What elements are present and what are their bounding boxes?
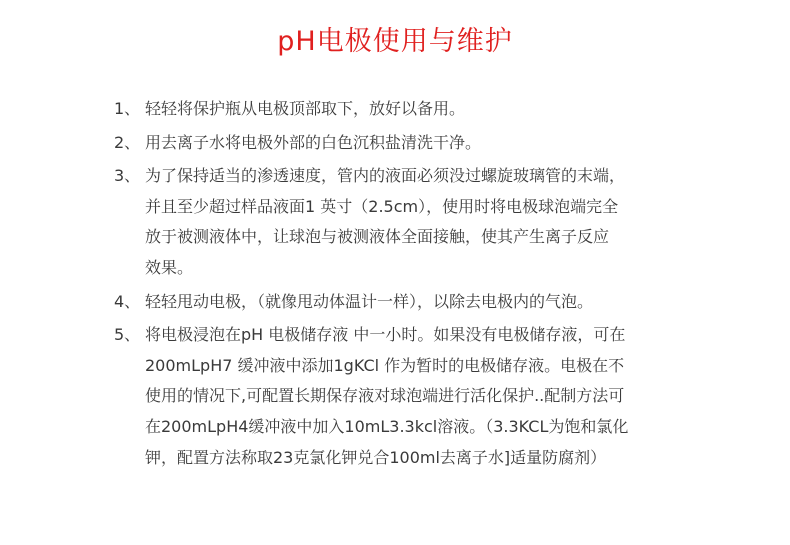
item-text: 轻轻甩动电极，（就像甩动体温计一样），以除去电极内的气泡。 — [145, 291, 594, 311]
item-number: 3、 — [114, 166, 141, 186]
item-text: 并且至少超过样品液面1 英寸（2.5cm），使用时将电极球泡端完全 — [145, 196, 619, 216]
list-item — [114, 320, 714, 473]
list-item — [114, 94, 714, 125]
item-text: 在200mLpH4缓冲液中加入10mL3.3kcl溶液。（3.3KCL为饱和氯化 — [145, 416, 629, 436]
list-item — [114, 128, 714, 159]
item-number: 2、 — [114, 132, 141, 152]
item-text: 为了保持适当的渗透速度，管内的液面必须没过螺旋玻璃管的末端， — [145, 166, 626, 186]
instruction-list — [114, 94, 714, 476]
item-text: 200mLpH7 缓冲液中添加1gKCl 作为暂时的电极储存液。电极在不 — [145, 355, 625, 375]
item-text: 轻轻将保护瓶从电极顶部取下，放好以备用。 — [145, 99, 466, 118]
list-item — [114, 287, 714, 318]
item-text: 用去离子水将电极外部的白色沉积盐清洗干净。 — [145, 132, 482, 152]
item-text: 钾，配置方法称取23克氯化钾兑合100ml去离子水]适量防腐剂） — [145, 447, 607, 467]
item-text: 放于被测液体中，让球泡与被测液体全面接触，使其产生离子反应 — [145, 227, 610, 247]
item-number: 4、 — [114, 291, 141, 311]
item-number: 1、 — [114, 99, 141, 118]
list-item — [114, 161, 714, 283]
item-number: 5、 — [114, 325, 141, 345]
item-text: 效果。 — [145, 257, 194, 277]
item-text: 将电极浸泡在pH 电极储存液 中一小时。如果没有电极储存液，可在 — [145, 325, 626, 345]
page-title: pH电极使用与维护 — [277, 26, 513, 57]
item-text: 使用的情况下,可配置长期保存液对球泡端进行活化保护..配制方法可 — [145, 386, 625, 406]
